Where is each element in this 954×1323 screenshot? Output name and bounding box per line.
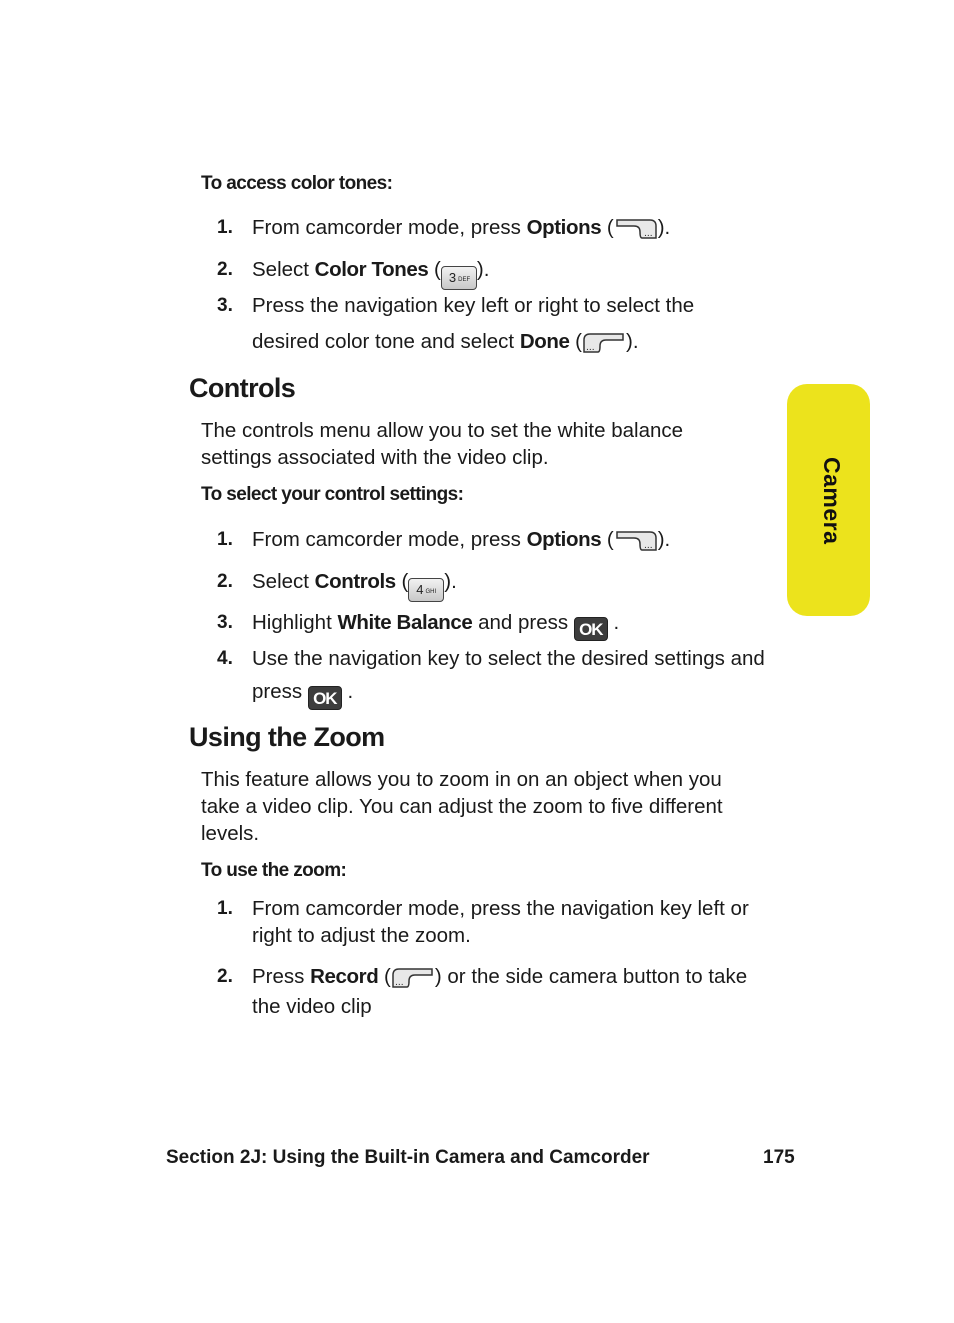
step-text-continued: desired color tone and select Done ( ... ).	[252, 330, 639, 353]
left-softkey-icon	[391, 965, 435, 989]
step-text-continued: the video clip	[252, 995, 372, 1018]
step-text-continued: right to adjust the zoom.	[252, 924, 471, 947]
list-item	[0, 963, 954, 1025]
ok-key-icon: OK	[574, 617, 608, 641]
section-heading-controls: Controls	[189, 373, 296, 403]
paragraph-line: The controls menu allow you to set the white balance	[201, 419, 684, 442]
step-text: From camcorder mode, press Options ( ... ).	[252, 528, 671, 551]
step-text-continued: press OK .	[252, 680, 354, 708]
step-number: 1.	[217, 529, 233, 550]
step-number: 3.	[217, 295, 233, 316]
subsection-lead-zoom: To use the zoom:	[201, 860, 347, 881]
step-number: 2.	[217, 259, 233, 280]
list-item	[0, 895, 954, 955]
step-text: Use the navigation key to select the desired settings and	[252, 647, 765, 670]
step-text: Press the navigation key left or right to select the	[252, 294, 695, 317]
footer-section-title: Section 2J: Using the Built-in Camera and Camcorder	[166, 1147, 650, 1168]
svg-text:...: ...	[586, 343, 595, 353]
list-item	[0, 256, 954, 286]
subsection-lead-color-tones: To access color tones:	[201, 173, 393, 194]
list-item	[0, 645, 954, 709]
key-4-icon: 4 GHI	[408, 578, 444, 602]
subsection-lead-controls: To select your control settings:	[201, 484, 464, 505]
paragraph-line: levels.	[201, 822, 260, 845]
step-text: From camcorder mode, press the navigation key left or	[252, 897, 749, 920]
svg-text:...: ...	[643, 229, 653, 239]
step-number: 3.	[217, 612, 233, 633]
svg-text:...: ...	[394, 978, 404, 988]
step-number: 4.	[217, 648, 233, 669]
step-text: Select Color Tones ( 3 DEF ).	[252, 256, 489, 290]
section-heading-zoom: Using the Zoom	[189, 722, 385, 752]
list-item	[0, 292, 954, 362]
left-softkey-icon	[582, 330, 626, 354]
step-number: 1.	[217, 898, 233, 919]
step-text: Press Record ( ... ) or the side camera button to take	[252, 965, 748, 988]
paragraph-line: take a video clip. You can adjust the zoom to five different	[201, 795, 723, 818]
list-item	[0, 214, 954, 244]
step-text: Highlight White Balance and press OK .	[252, 611, 620, 639]
step-number: 2.	[217, 571, 233, 592]
step-text: Select Controls ( 4 GHI ).	[252, 568, 457, 602]
paragraph-line: settings associated with the video clip.	[201, 446, 549, 469]
paragraph-line: This feature allows you to zoom in on an object when you	[201, 768, 722, 791]
right-softkey-icon	[614, 216, 658, 240]
step-number: 1.	[217, 217, 233, 238]
key-3-icon: 3 DEF	[441, 266, 477, 290]
side-tab-label: Camera	[819, 457, 845, 545]
svg-text:...: ...	[643, 541, 653, 551]
step-text: From camcorder mode, press Options ( ... ).	[252, 216, 671, 239]
step-number: 2.	[217, 966, 233, 987]
page-number: 175	[763, 1147, 795, 1168]
ok-key-icon: OK	[308, 686, 342, 710]
right-softkey-icon	[614, 528, 658, 552]
